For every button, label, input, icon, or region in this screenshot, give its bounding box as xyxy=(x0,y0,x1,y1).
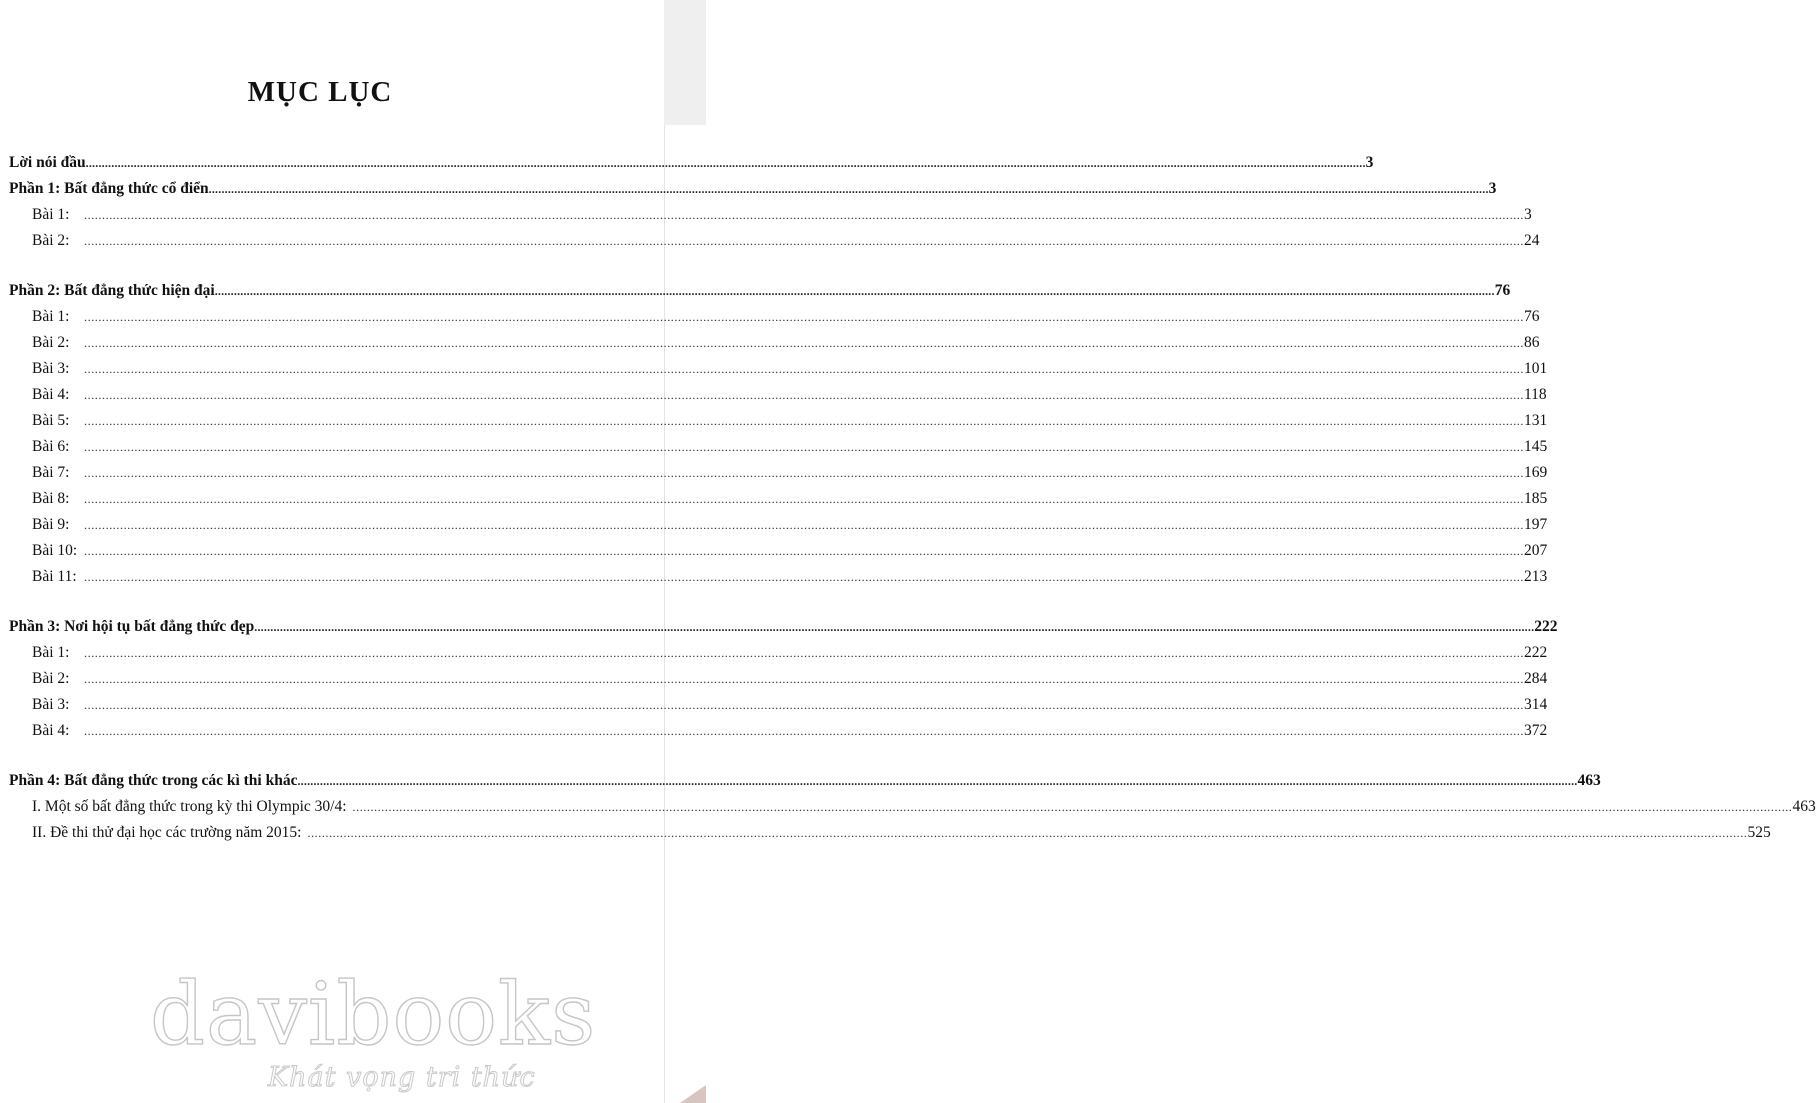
dot-leader: ................................................................................................................................................................................................................................................................................................................................................................................................................ xyxy=(84,336,1524,350)
toc-entry-page-number: 222 xyxy=(1524,644,1548,661)
toc-sub-entry[interactable] xyxy=(9,666,1548,692)
section-gap xyxy=(9,744,629,768)
toc-entry-label: Bài 9: xyxy=(32,516,70,533)
toc-sub-entry[interactable] xyxy=(9,330,1540,356)
toc-entry-page-number: 24 xyxy=(1524,232,1540,249)
toc-sub-entry[interactable] xyxy=(9,304,1540,330)
toc-part-entry[interactable] xyxy=(9,278,1511,304)
toc-entry-page-number: 207 xyxy=(1524,542,1548,559)
toc-entry-label: Bài 10: xyxy=(32,542,78,559)
toc-entry-page-number: 463 xyxy=(1577,772,1601,789)
dot-leader: ................................................................................................................................................................................................................................................................................................................................................................................................................ xyxy=(84,724,1524,738)
dot-leader: ................................................................................................................................................................................................................................................................................................................................................................................................................ xyxy=(254,620,1535,634)
toc-entry-label: Bài 11: xyxy=(32,568,77,585)
toc-entry-label: Phần 1: Bất đẳng thức cổ điển xyxy=(9,180,209,197)
toc-sub-entry[interactable] xyxy=(9,718,1548,744)
toc-part-entry[interactable] xyxy=(9,176,1497,202)
watermark-tagline: Khát vọng tri thức xyxy=(268,1062,536,1093)
dot-leader: ................................................................................................................................................................................................................................................................................................................................................................................................................ xyxy=(208,182,1489,196)
toc-entry-label: Bài 2: xyxy=(32,232,70,249)
toc-entry-page-number: 76 xyxy=(1494,282,1511,299)
toc-entry-page-number: 314 xyxy=(1524,696,1548,713)
section-gap xyxy=(9,590,629,614)
dot-leader: ................................................................................................................................................................................................................................................................................................................................................................................................................ xyxy=(85,156,1366,170)
toc-part-entry[interactable] xyxy=(9,768,1601,794)
toc-entry-label: Bài 1: xyxy=(32,206,70,223)
dot-leader: ................................................................................................................................................................................................................................................................................................................................................................................................................ xyxy=(84,698,1524,712)
dot-leader: ................................................................................................................................................................................................................................................................................................................................................................................................................ xyxy=(84,518,1524,532)
toc-sub-entry[interactable] xyxy=(9,794,1816,820)
toc-entry-page-number: 131 xyxy=(1524,412,1548,429)
toc-entry-label: Bài 1: xyxy=(32,308,70,325)
toc-entry-label: II. Đề thi thử đại học các trường năm 2015: xyxy=(32,824,302,841)
toc-entry-label: Bài 3: xyxy=(32,360,70,377)
page-corner-fold xyxy=(680,1085,706,1103)
toc-entry-page-number: 197 xyxy=(1524,516,1548,533)
dot-leader: ................................................................................................................................................................................................................................................................................................................................................................................................................ xyxy=(307,826,1748,840)
toc-entry-page-number: 86 xyxy=(1524,334,1540,351)
toc-entry-page-number: 76 xyxy=(1524,308,1540,325)
page-edge-shadow xyxy=(664,0,706,125)
toc-entry-label: Bài 8: xyxy=(32,490,70,507)
toc-entry-page-number: 118 xyxy=(1524,386,1547,403)
toc-entry-label: Phần 3: Nơi hội tụ bất đẳng thức đẹp xyxy=(9,618,255,635)
toc-sub-entry[interactable] xyxy=(9,382,1547,408)
toc-entry-label: Bài 1: xyxy=(32,644,70,661)
toc-part-entry[interactable] xyxy=(9,150,1374,176)
toc-entry-page-number: 3 xyxy=(1365,154,1374,171)
toc-entry-label: Bài 3: xyxy=(32,696,70,713)
dot-leader: ................................................................................................................................................................................................................................................................................................................................................................................................................ xyxy=(84,310,1524,324)
toc-entry-page-number: 101 xyxy=(1524,360,1548,377)
toc-sub-entry[interactable] xyxy=(9,820,1771,846)
watermark-brand: davibooks xyxy=(150,965,597,1065)
dot-leader: ................................................................................................................................................................................................................................................................................................................................................................................................................ xyxy=(297,774,1578,788)
toc-entry-label: Phần 2: Bất đẳng thức hiện đại xyxy=(9,282,215,299)
toc-entry-label: I. Một số bất đẳng thức trong kỳ thi Olympic 30/4: xyxy=(32,798,347,815)
table-of-contents xyxy=(9,150,1816,846)
toc-entry-page-number: 525 xyxy=(1747,824,1771,841)
toc-entry-page-number: 372 xyxy=(1524,722,1548,739)
toc-entry-page-number: 463 xyxy=(1792,798,1816,815)
toc-entry-label: Bài 7: xyxy=(32,464,70,481)
toc-sub-entry[interactable] xyxy=(9,228,1540,254)
toc-sub-entry[interactable] xyxy=(9,564,1548,590)
toc-entry-label: Bài 6: xyxy=(32,438,70,455)
toc-entry-page-number: 3 xyxy=(1524,206,1532,223)
toc-sub-entry[interactable] xyxy=(9,202,1532,228)
toc-part-entry[interactable] xyxy=(9,614,1558,640)
toc-entry-page-number: 222 xyxy=(1534,618,1558,635)
dot-leader: ................................................................................................................................................................................................................................................................................................................................................................................................................ xyxy=(84,414,1524,428)
dot-leader: ................................................................................................................................................................................................................................................................................................................................................................................................................ xyxy=(84,492,1524,506)
dot-leader: ................................................................................................................................................................................................................................................................................................................................................................................................................ xyxy=(84,362,1524,376)
dot-leader: ................................................................................................................................................................................................................................................................................................................................................................................................................ xyxy=(84,208,1524,222)
toc-entry-page-number: 169 xyxy=(1524,464,1548,481)
toc-entry-label: Bài 5: xyxy=(32,412,70,429)
dot-leader: ................................................................................................................................................................................................................................................................................................................................................................................................................ xyxy=(214,284,1495,298)
toc-sub-entry[interactable] xyxy=(9,434,1548,460)
toc-sub-entry[interactable] xyxy=(9,460,1548,486)
toc-sub-entry[interactable] xyxy=(9,640,1548,666)
toc-sub-entry[interactable] xyxy=(9,356,1548,382)
toc-entry-label: Lời nói đầu xyxy=(9,154,86,171)
dot-leader: ................................................................................................................................................................................................................................................................................................................................................................................................................ xyxy=(84,570,1524,584)
dot-leader: ................................................................................................................................................................................................................................................................................................................................................................................................................ xyxy=(84,440,1524,454)
toc-entry-page-number: 213 xyxy=(1524,568,1548,585)
dot-leader: ................................................................................................................................................................................................................................................................................................................................................................................................................ xyxy=(84,466,1524,480)
toc-sub-entry[interactable] xyxy=(9,692,1548,718)
toc-entry-page-number: 3 xyxy=(1488,180,1497,197)
toc-entry-page-number: 145 xyxy=(1524,438,1548,455)
dot-leader: ................................................................................................................................................................................................................................................................................................................................................................................................................ xyxy=(84,388,1524,402)
dot-leader: ................................................................................................................................................................................................................................................................................................................................................................................................................ xyxy=(84,234,1524,248)
toc-sub-entry[interactable] xyxy=(9,408,1548,434)
toc-entry-label: Bài 2: xyxy=(32,334,70,351)
dot-leader: ................................................................................................................................................................................................................................................................................................................................................................................................................ xyxy=(84,544,1524,558)
dot-leader: ................................................................................................................................................................................................................................................................................................................................................................................................................ xyxy=(84,672,1524,686)
dot-leader: ................................................................................................................................................................................................................................................................................................................................................................................................................ xyxy=(352,800,1793,814)
page-title: MỤC LỤC xyxy=(247,76,393,108)
section-gap xyxy=(9,254,629,278)
toc-sub-entry[interactable] xyxy=(9,512,1548,538)
toc-sub-entry[interactable] xyxy=(9,486,1548,512)
toc-entry-label: Bài 4: xyxy=(32,722,70,739)
toc-sub-entry[interactable] xyxy=(9,538,1548,564)
dot-leader: ................................................................................................................................................................................................................................................................................................................................................................................................................ xyxy=(84,646,1524,660)
toc-entry-label: Phần 4: Bất đẳng thức trong các kì thi khác xyxy=(9,772,298,789)
toc-entry-page-number: 284 xyxy=(1524,670,1548,687)
toc-entry-page-number: 185 xyxy=(1524,490,1548,507)
toc-entry-label: Bài 4: xyxy=(32,386,70,403)
toc-entry-label: Bài 2: xyxy=(32,670,70,687)
